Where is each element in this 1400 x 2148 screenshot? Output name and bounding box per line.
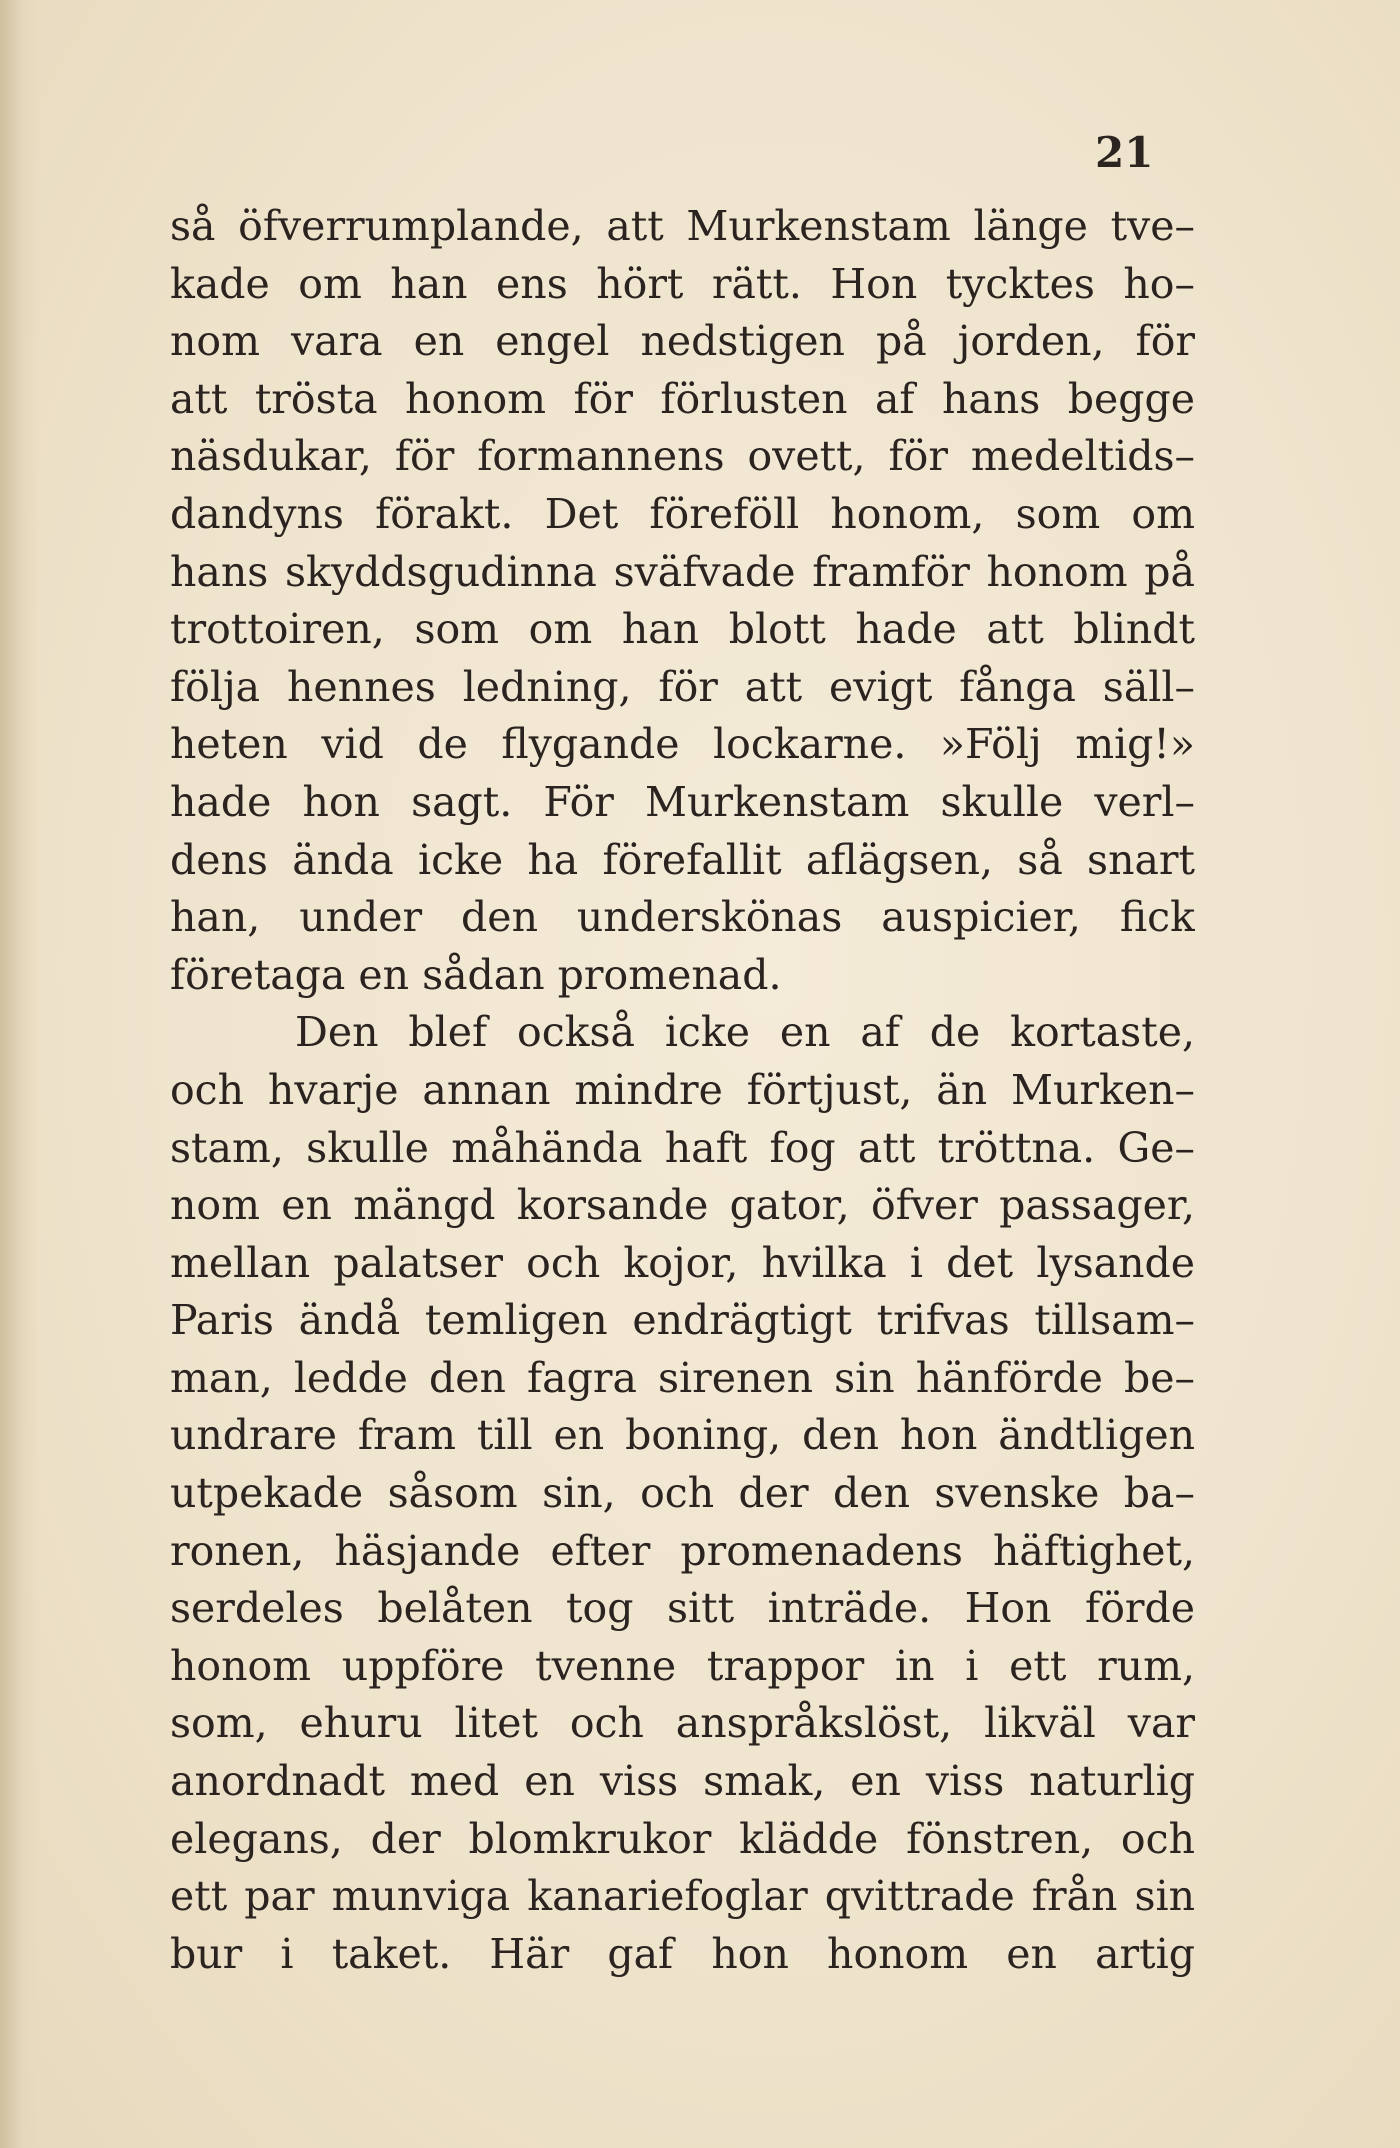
text-line: serdeles belåten tog sitt inträde. Hon förde [170, 1584, 1195, 1633]
text-line: anordnadt med en viss smak, en viss naturlig [170, 1757, 1195, 1806]
text-line: kade om han ens hört rätt. Hon tycktes ho– [170, 259, 1195, 308]
paragraph-end-line: företaga en sådan promenad. [170, 950, 782, 999]
text-line: Paris ändå temligen endrägtigt trifvas tillsam– [170, 1296, 1195, 1345]
text-line: dens ända icke ha förefallit aflägsen, så snart [170, 835, 1195, 884]
text-line: följa hennes ledning, för att evigt fånga säll– [170, 662, 1195, 711]
text-line: undrare fram till en boning, den hon ändtligen [170, 1411, 1195, 1460]
text-line: dandyns förakt. Det föreföll honom, som om [170, 489, 1195, 538]
text-line: hans skyddsgudinna sväfvade framför honom på [170, 547, 1195, 596]
text-line: hade hon sagt. För Murkenstam skulle verl– [170, 777, 1195, 826]
text-line: nom vara en engel nedstigen på jorden, för [170, 317, 1195, 366]
text-line: trottoiren, som om han blott hade att blindt [170, 605, 1195, 654]
text-line: bur i taket. Här gaf hon honom en artig [170, 1929, 1195, 1978]
text-line: heten vid de flygande lockarne. »Följ mig!» [170, 720, 1195, 769]
text-line: att trösta honom för förlusten af hans begge [170, 374, 1195, 423]
text-line: honom uppföre tvenne trappor in i ett rum, [170, 1641, 1195, 1690]
text-line: och hvarje annan mindre förtjust, än Murken– [170, 1065, 1195, 1114]
body-text [170, 198, 1195, 1983]
text-line: mellan palatser och kojor, hvilka i det lysande [170, 1238, 1195, 1287]
text-line: så öfverrumplande, att Murkenstam länge tve– [170, 202, 1195, 250]
text-line: ett par munviga kanariefoglar qvittrade från sin [170, 1872, 1195, 1921]
text-line: utpekade såsom sin, och der den svenske ba– [170, 1469, 1195, 1518]
text-line: ronen, häsjande efter promenadens häftighet, [170, 1526, 1195, 1575]
text-line: stam, skulle måhända haft fog att tröttna. Ge– [170, 1123, 1195, 1172]
text-line: näsdukar, för formannens ovett, för medeltids– [170, 432, 1195, 481]
text-line: som, ehuru litet och anspråkslöst, likväl var [170, 1699, 1195, 1748]
text-line: nom en mängd korsande gator, öfver passager, [170, 1181, 1195, 1230]
text-line: han, under den underskönas auspicier, fick [170, 893, 1195, 942]
text-line: man, ledde den fagra sirenen sin hänförde be– [170, 1353, 1195, 1402]
text-line: elegans, der blomkrukor klädde fönstren, och [170, 1814, 1195, 1863]
page-gutter-shadow [0, 0, 40, 2148]
paragraph-start-line: Den blef också icke en af de kortaste, [295, 1008, 1195, 1057]
page-number: 21 [1095, 128, 1154, 177]
